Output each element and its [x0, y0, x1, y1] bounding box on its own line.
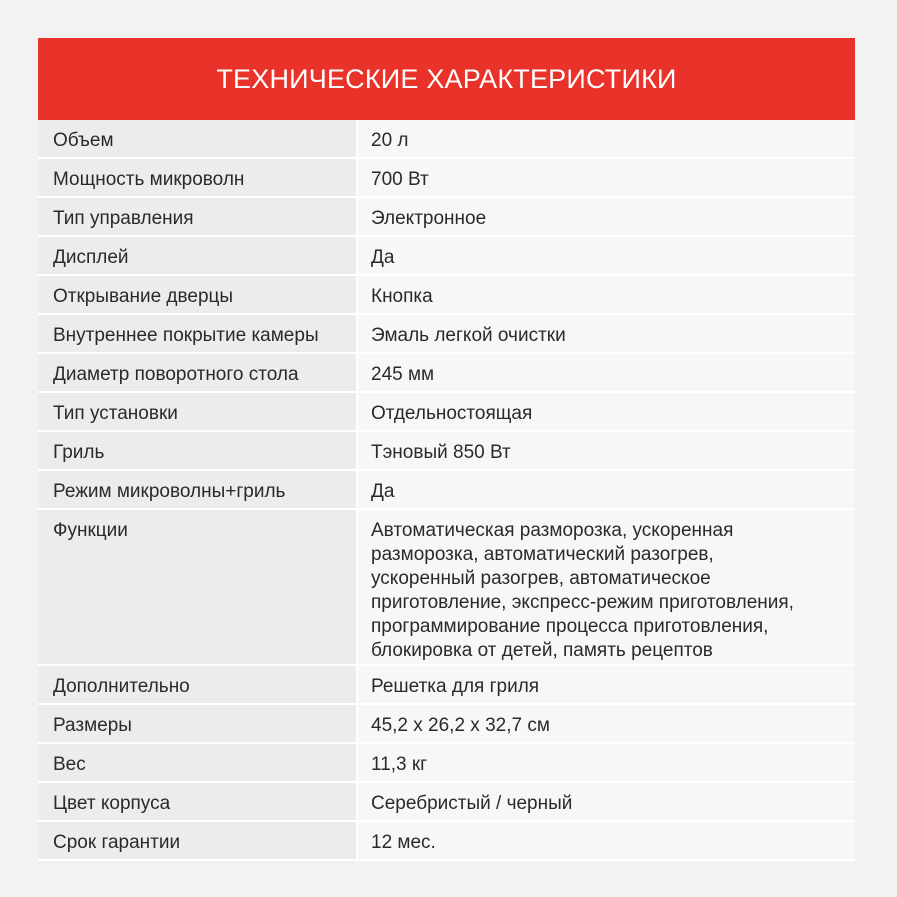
spec-row-control-type — [38, 198, 855, 237]
spec-row-functions — [38, 510, 855, 666]
spec-value: Отдельностоящая — [358, 393, 855, 430]
spec-value: 45,2 x 26,2 x 32,7 см — [358, 705, 855, 742]
spec-value: Да — [358, 471, 855, 508]
spec-label: Объем — [38, 120, 356, 157]
spec-label: Режим микроволны+гриль — [38, 471, 356, 508]
spec-value: 12 мес. — [358, 822, 855, 859]
spec-row-body-color — [38, 783, 855, 822]
spec-row-combo-mode — [38, 471, 855, 510]
spec-row-turntable-diameter — [38, 354, 855, 393]
spec-row-display — [38, 237, 855, 276]
spec-value: Решетка для гриля — [358, 666, 855, 703]
spec-row-grill — [38, 432, 855, 471]
spec-value: 11,3 кг — [358, 744, 855, 781]
spec-value-line: приготовление, экспресс-режим приготовления, — [371, 592, 794, 613]
spec-label: Тип управления — [38, 198, 356, 235]
spec-row-warranty — [38, 822, 855, 861]
spec-label: Срок гарантии — [38, 822, 356, 859]
spec-value: 245 мм — [358, 354, 855, 391]
spec-label: Гриль — [38, 432, 356, 469]
spec-label: Открывание дверцы — [38, 276, 356, 313]
spec-row-volume — [38, 120, 855, 159]
spec-value-multiline — [358, 510, 855, 664]
specs-card — [38, 38, 855, 861]
spec-label: Дополнительно — [38, 666, 356, 703]
spec-value-line: Автоматическая разморозка, ускоренная — [371, 520, 734, 541]
spec-row-door-opening — [38, 276, 855, 315]
spec-value-line: ускоренный разогрев, автоматическое — [371, 568, 711, 589]
spec-value: Электронное — [358, 198, 855, 235]
spec-value: 20 л — [358, 120, 855, 157]
specs-header — [38, 38, 855, 120]
spec-value: Кнопка — [358, 276, 855, 313]
spec-label: Функции — [38, 510, 356, 664]
spec-value: 700 Вт — [358, 159, 855, 196]
spec-value-line: блокировка от детей, память рецептов — [371, 640, 713, 661]
spec-row-dimensions — [38, 705, 855, 744]
spec-value-line: программирование процесса приготовления, — [371, 616, 769, 637]
spec-label: Мощность микроволн — [38, 159, 356, 196]
spec-row-installation-type — [38, 393, 855, 432]
spec-value: Тэновый 850 Вт — [358, 432, 855, 469]
spec-row-microwave-power — [38, 159, 855, 198]
spec-label: Тип установки — [38, 393, 356, 430]
spec-value: Да — [358, 237, 855, 274]
spec-label: Диаметр поворотного стола — [38, 354, 356, 391]
spec-row-extras — [38, 666, 855, 705]
spec-value: Эмаль легкой очистки — [358, 315, 855, 352]
spec-label: Вес — [38, 744, 356, 781]
spec-label: Дисплей — [38, 237, 356, 274]
spec-label: Цвет корпуса — [38, 783, 356, 820]
page-title: ТЕХНИЧЕСКИЕ ХАРАКТЕРИСТИКИ — [216, 63, 677, 94]
spec-label: Размеры — [38, 705, 356, 742]
spec-row-weight — [38, 744, 855, 783]
spec-row-interior-coating — [38, 315, 855, 354]
spec-label: Внутреннее покрытие камеры — [38, 315, 356, 352]
spec-value: Серебристый / черный — [358, 783, 855, 820]
spec-value-line: разморозка, автоматический разогрев, — [371, 544, 714, 565]
